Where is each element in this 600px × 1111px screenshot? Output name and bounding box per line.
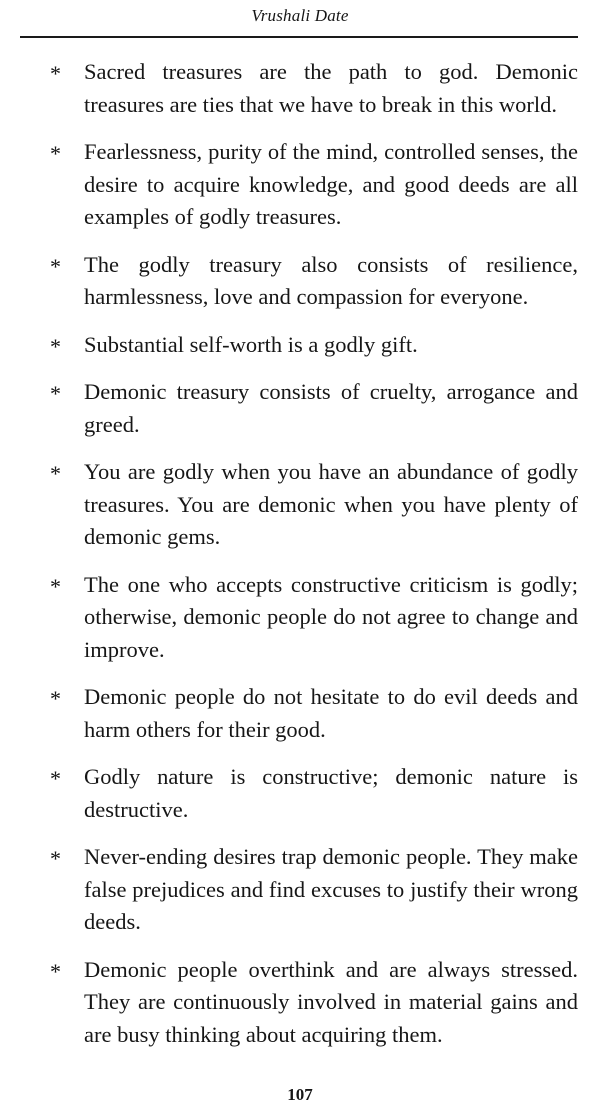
asterisk-bullet-icon: * bbox=[50, 333, 61, 359]
list-item-text: The one who accepts constructive criticism is godly; otherwise, demonic people do not agree to change and improve. bbox=[84, 571, 578, 662]
page-number: 107 bbox=[287, 1085, 313, 1104]
asterisk-bullet-icon: * bbox=[50, 253, 61, 279]
list-item bbox=[0, 456, 600, 554]
list-item-text: You are godly when you have an abundance of godly treasures. You are demonic when you have plenty of demonic gems. bbox=[84, 459, 578, 549]
running-head: Vrushali Date bbox=[251, 6, 349, 25]
list-item-text: Demonic treasury consists of cruelty, arrogance and greed. bbox=[84, 379, 578, 437]
header-rule bbox=[20, 36, 578, 38]
asterisk-bullet-icon: * bbox=[50, 846, 61, 871]
list-item-text: Sacred treasures are the path to god. Demonic treasures are ties that we have to break in this world. bbox=[84, 59, 578, 117]
list-item bbox=[0, 329, 600, 362]
asterisk-bullet-icon: * bbox=[50, 461, 61, 486]
list-item bbox=[0, 569, 600, 667]
list-item-text: Substantial self-worth is a godly gift. bbox=[84, 331, 418, 357]
list-item-text: Never-ending desires trap demonic people. They make false prejudices and find excuses to justify their wrong deeds. bbox=[84, 844, 578, 934]
list-item-text: Demonic people overthink and are always stressed. They are continuously involved in material gains and are busy thinking about acquiring them. bbox=[84, 956, 578, 1047]
list-item-text: The godly treasury also consists of resilience, harmlessness, love and compassion for everyone. bbox=[84, 251, 578, 309]
list-item bbox=[0, 841, 600, 939]
asterisk-bullet-icon: * bbox=[50, 686, 61, 711]
asterisk-bullet-icon: * bbox=[50, 958, 61, 984]
list-item bbox=[0, 56, 600, 121]
list-item bbox=[0, 761, 600, 826]
list-item-text: Godly nature is constructive; demonic nature is destructive. bbox=[84, 764, 578, 822]
list-item-text: Fearlessness, purity of the mind, controlled senses, the desire to acquire knowledge, and good deeds are all examples of godly treasures. bbox=[84, 139, 578, 229]
asterisk-bullet-icon: * bbox=[50, 141, 61, 166]
asterisk-bullet-icon: * bbox=[50, 381, 61, 406]
list-item bbox=[0, 136, 600, 234]
list-item bbox=[0, 249, 600, 314]
bullet-list bbox=[0, 56, 600, 1066]
asterisk-bullet-icon: * bbox=[50, 61, 61, 86]
list-item-text: Demonic people do not hesitate to do evil deeds and harm others for their good. bbox=[84, 684, 578, 742]
list-item bbox=[0, 681, 600, 746]
asterisk-bullet-icon: * bbox=[50, 766, 61, 791]
list-item bbox=[0, 376, 600, 441]
asterisk-bullet-icon: * bbox=[50, 573, 61, 599]
list-item bbox=[0, 954, 600, 1052]
